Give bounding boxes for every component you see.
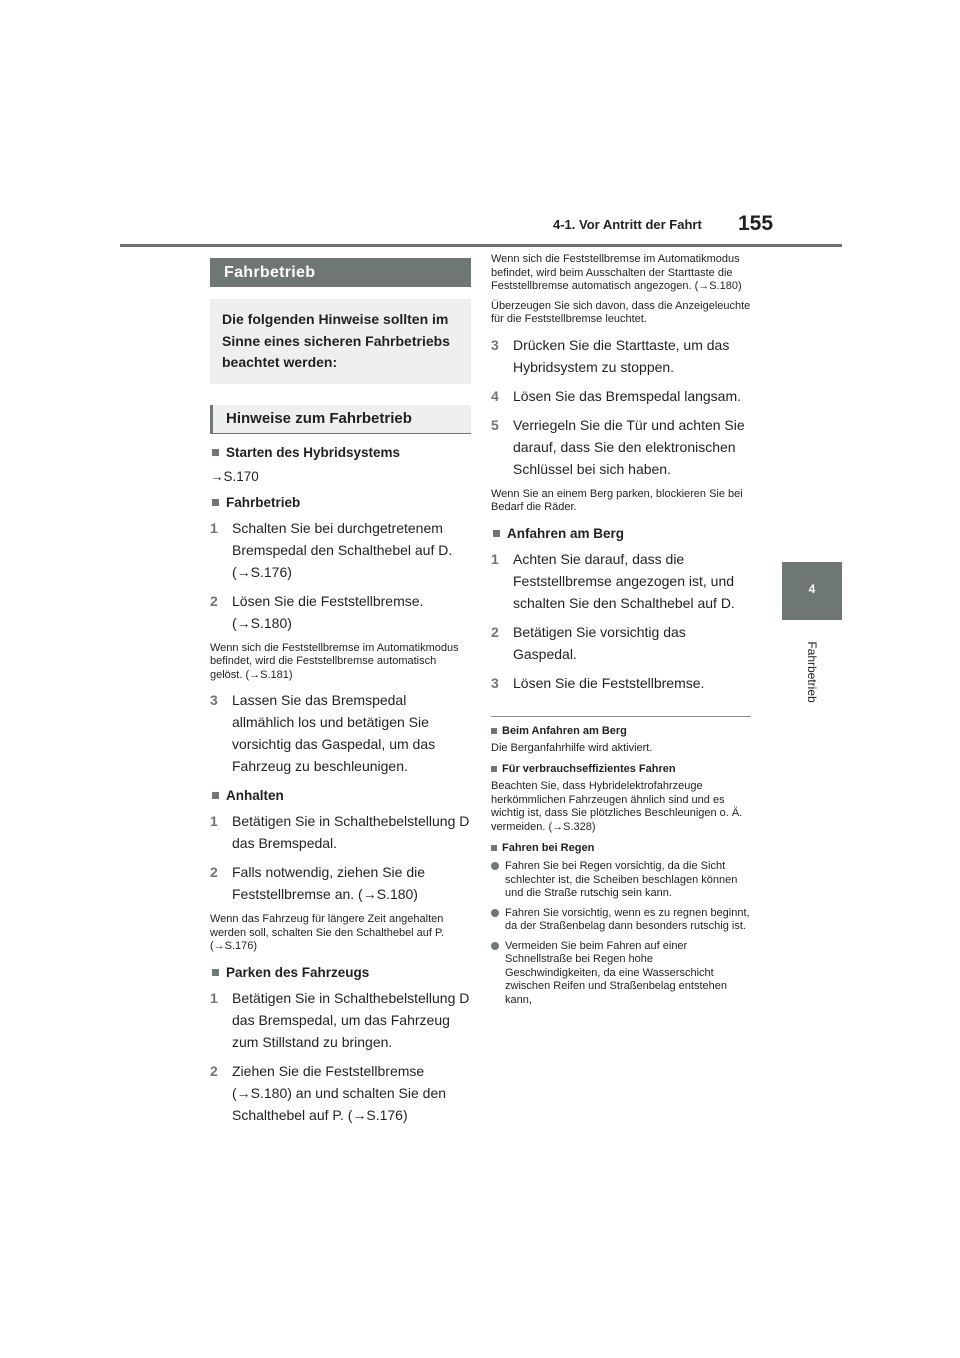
info-text: Beachten Sie, dass Hybridelektrofahrzeuge herkömmlichen Fahrzeugen ähnlich sind und es wichtig ist, dass Sie plötzliches Beschleunigen o. Ä. vermeiden. (→S.328) xyxy=(491,780,743,833)
step-text: Lösen Sie die Feststellbremse. (→S.180) xyxy=(232,592,424,631)
step-number: 2 xyxy=(210,864,218,880)
step-number: 1 xyxy=(210,989,218,1006)
intro-box: Die folgenden Hinweise sollten im Sinne eines sicheren Fahrbetriebs beachtet werden: xyxy=(210,299,471,384)
step-number: 5 xyxy=(491,416,499,433)
info-heading xyxy=(491,725,751,737)
section-title: Fahrbetrieb xyxy=(210,258,471,287)
step-text: Schalten Sie bei durchgetretenem Bremspedal den Schalthebel auf D. (→S.176) xyxy=(232,519,453,580)
step-number: 1 xyxy=(491,550,499,567)
heading-text: Anhalten xyxy=(226,788,284,803)
left-column xyxy=(210,258,471,1126)
step xyxy=(210,810,471,854)
info-divider xyxy=(491,716,751,717)
step-number: 2 xyxy=(210,592,218,609)
square-bullet-icon xyxy=(212,449,219,456)
step-text: Falls notwendig, ziehen Sie die Feststellbremse an. (→S.180) xyxy=(232,864,426,902)
step xyxy=(491,385,751,407)
step xyxy=(491,334,751,378)
step-text: Ziehen Sie die Feststellbremse (→S.180) an und schalten Sie den Schalthebel auf P. (→S.176) xyxy=(232,1062,447,1123)
bullet-item xyxy=(491,860,751,901)
heading-drive xyxy=(210,495,471,510)
step-number: 4 xyxy=(491,387,499,404)
bullet-text: Vermeiden Sie beim Fahren auf einer Schnellstraße bei Regen hohe Geschwindigkeiten, da eine Wasserschicht zwischen Reifen und Straßenbelag entstehen kann, xyxy=(505,939,727,1006)
step xyxy=(210,861,471,905)
square-bullet-icon xyxy=(491,728,497,734)
chapter-number: 4 xyxy=(808,582,816,596)
info-heading-text: Für verbrauchseffizientes Fahren xyxy=(502,763,676,775)
step-number: 3 xyxy=(210,692,218,708)
step-text: Lösen Sie die Feststellbremse. xyxy=(513,674,705,691)
heading-text: Starten des Hybridsystems xyxy=(226,444,401,460)
bullet-item xyxy=(491,907,751,934)
round-bullet-icon xyxy=(491,862,499,870)
step-text: Lassen Sie das Bremspedal allmählich los und betätigen Sie vorsichtig das Gaspedal, um das Fahrzeug zu beschleunigen. xyxy=(232,692,436,774)
step xyxy=(210,987,471,1053)
round-bullet-icon xyxy=(491,909,499,917)
bullet-text: Fahren Sie bei Regen vorsichtig, da die Sicht schlechter ist, die Scheiben beschlagen können und die Straße rutschig sein kann. xyxy=(505,860,738,899)
subsection-title: Hinweise zum Fahrbetrieb xyxy=(210,405,471,434)
info-text: Die Berganfahrhilfe wird aktiviert. xyxy=(491,741,653,754)
square-bullet-icon xyxy=(491,845,497,851)
step xyxy=(210,517,471,583)
square-bullet-icon xyxy=(491,766,497,772)
note-text: Wenn sich die Feststellbremse im Automatikmodus befindet, wird die Feststellbremse automatisch gelöst. (→S.181) xyxy=(210,641,459,681)
step xyxy=(491,548,751,614)
info-heading xyxy=(491,842,751,854)
header-rule xyxy=(120,244,842,247)
page-reference: →S.170 xyxy=(210,468,259,484)
step-text: Betätigen Sie in Schalthebelstellung D das Bremspedal. xyxy=(232,813,470,851)
chapter-tab xyxy=(782,562,842,620)
heading-text: Parken des Fahrzeugs xyxy=(226,964,370,980)
step-number: 2 xyxy=(210,1062,218,1079)
step-number: 1 xyxy=(210,519,218,536)
info-heading-text: Fahren bei Regen xyxy=(502,842,595,854)
note-text: Überzeugen Sie sich davon, dass die Anzeigeleuchte für die Feststellbremse leuchtet. xyxy=(491,299,751,325)
step xyxy=(491,414,751,480)
step-text: Lösen Sie das Bremspedal langsam. xyxy=(513,387,742,404)
step-number: 1 xyxy=(210,813,218,829)
bullet-item xyxy=(491,940,751,1008)
note-text: Wenn das Fahrzeug für längere Zeit angehalten werden soll, schalten Sie den Schalthebel auf P. (→S.176) xyxy=(210,913,445,952)
step xyxy=(210,689,471,777)
heading-text: Fahrbetrieb xyxy=(226,494,301,510)
heading-text: Anfahren am Berg xyxy=(507,525,625,541)
chapter-label: Fahrbetrieb xyxy=(805,641,819,703)
step xyxy=(491,672,751,694)
step-text: Betätigen Sie in Schalthebelstellung D das Bremspedal, um das Fahrzeug zum Stillstand zu bringen. xyxy=(232,989,470,1050)
heading-park xyxy=(210,965,471,980)
round-bullet-icon xyxy=(491,942,499,950)
square-bullet-icon xyxy=(212,499,219,506)
square-bullet-icon xyxy=(212,969,219,976)
running-header: 4-1. Vor Antritt der Fahrt xyxy=(553,217,702,232)
info-heading xyxy=(491,763,751,775)
bullet-text: Fahren Sie vorsichtig, wenn es zu regnen beginnt, da der Straßenbelag dann besonders rutschig ist. xyxy=(505,906,750,932)
step-text: Verriegeln Sie die Tür und achten Sie darauf, dass Sie den elektronischen Schlüssel bei sich haben. xyxy=(513,416,745,477)
step-text: Drücken Sie die Starttaste, um das Hybridsystem zu stoppen. xyxy=(513,336,730,375)
note-text: Wenn Sie an einem Berg parken, blockieren Sie bei Bedarf die Räder. xyxy=(491,487,743,513)
square-bullet-icon xyxy=(212,792,219,799)
heading-stop xyxy=(210,788,471,803)
step xyxy=(210,1060,471,1126)
note-text: Wenn sich die Feststellbremse im Automatikmodus befindet, wird beim Ausschalten der Starttaste die Feststellbremse automatisch angezogen. (→S.180) xyxy=(491,253,742,292)
info-heading-text: Beim Anfahren am Berg xyxy=(502,724,627,737)
step-number: 3 xyxy=(491,674,499,691)
step-text: Betätigen Sie vorsichtig das Gaspedal. xyxy=(513,623,686,662)
heading-start xyxy=(210,445,471,460)
step-number: 3 xyxy=(491,336,499,353)
step xyxy=(210,590,471,634)
step-text: Achten Sie darauf, dass die Feststellbremse angezogen ist, und schalten Sie den Schalthebel auf D. xyxy=(513,550,735,611)
page-number: 155 xyxy=(738,212,774,235)
step xyxy=(491,621,751,665)
step-number: 2 xyxy=(491,623,499,640)
heading-hill xyxy=(491,526,751,541)
square-bullet-icon xyxy=(493,530,500,537)
right-column xyxy=(491,253,751,1007)
